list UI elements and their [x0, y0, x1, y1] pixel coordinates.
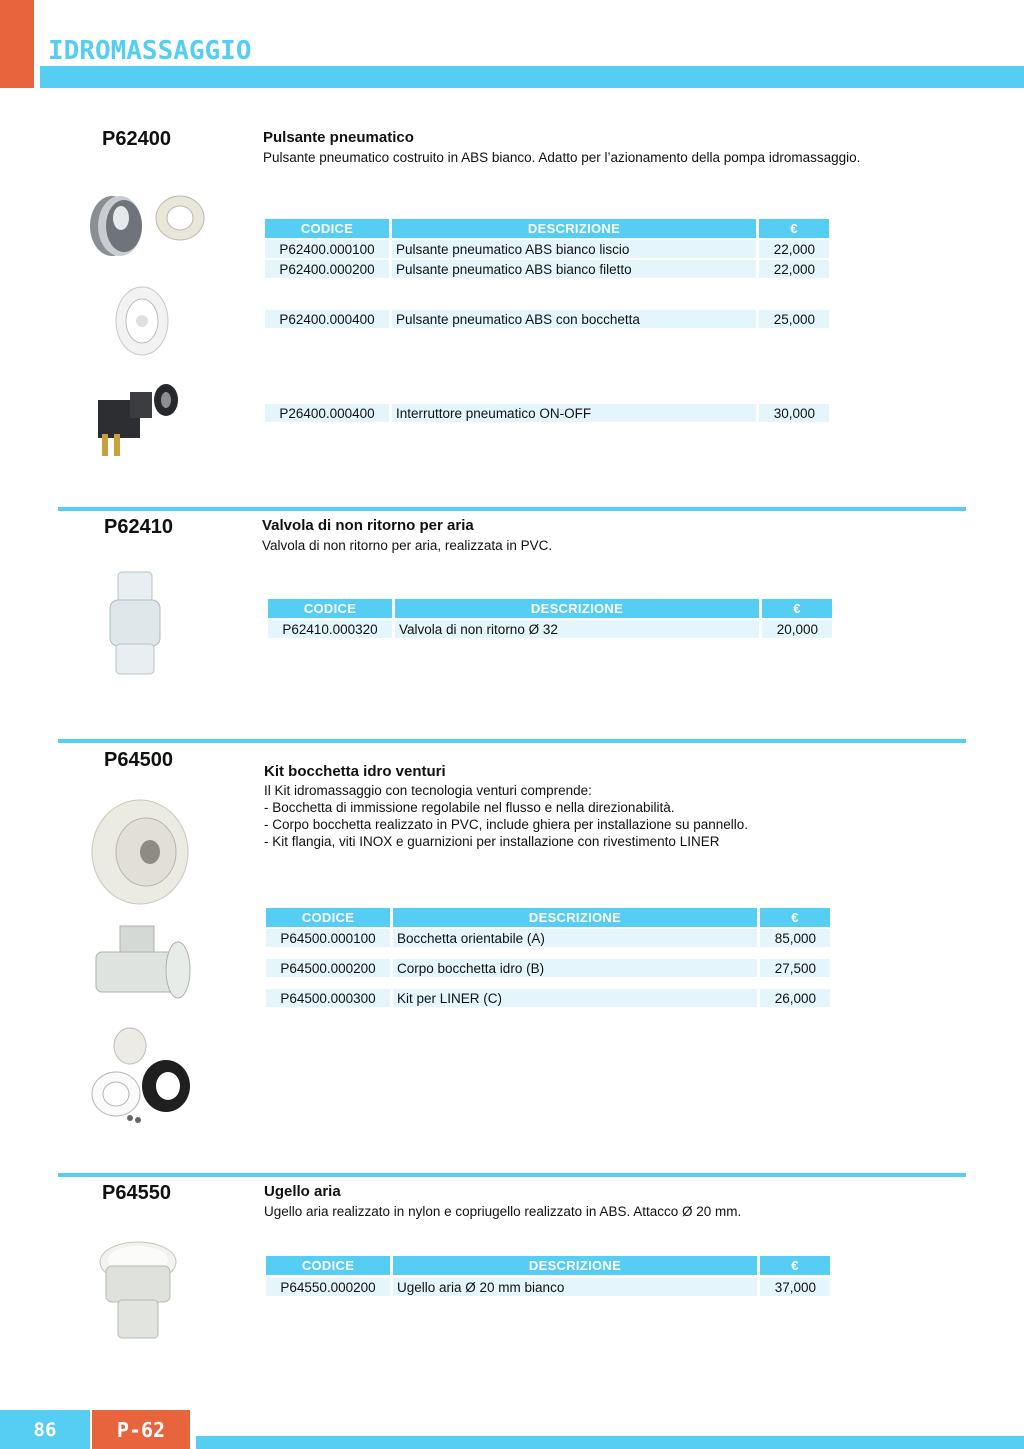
table-row — [265, 240, 829, 258]
row-price: 22,000 — [759, 260, 829, 278]
product-description — [263, 149, 860, 166]
check-valve-image — [104, 570, 166, 678]
row-code: P62400.000200 — [265, 260, 389, 278]
row-description: Corpo bocchetta idro (B) — [393, 959, 757, 977]
table-header — [265, 219, 829, 238]
description-line: Ugello aria realizzato in nylon e copriugello realizzato in ABS. Attacco Ø 20 mm. — [264, 1204, 742, 1219]
table-header — [266, 1256, 830, 1275]
row-description: Pulsante pneumatico ABS con bocchetta — [392, 310, 756, 328]
column-header-code: CODICE — [265, 219, 389, 238]
header-accent — [0, 0, 34, 88]
table-row — [268, 620, 832, 638]
row-code: P26400.000400 — [265, 404, 389, 422]
row-description: Bocchetta orientabile (A) — [393, 929, 757, 947]
section-divider — [58, 507, 966, 511]
row-code: P64500.000100 — [266, 929, 390, 947]
description-line: Valvola di non ritorno per aria, realizzata in PVC. — [262, 538, 553, 553]
nozzle-body-image — [90, 922, 194, 1002]
adjustable-nozzle-image — [88, 796, 194, 908]
air-nozzle-image — [96, 1240, 180, 1344]
column-header-price: € — [762, 599, 832, 618]
row-price: 27,500 — [760, 959, 830, 977]
page-number: 86 — [0, 1410, 90, 1449]
description-line: - Kit flangia, viti INOX e guarnizioni per installazione con rivestimento LINER — [264, 834, 720, 849]
column-header-code: CODICE — [268, 599, 392, 618]
table-header — [266, 908, 830, 927]
product-code: P64500 — [104, 749, 173, 771]
product-code: P62400 — [102, 128, 171, 150]
product-title: Ugello aria — [264, 1183, 341, 1200]
page-code: P-62 — [92, 1410, 190, 1449]
row-price: 30,000 — [759, 404, 829, 422]
pneumatic-switch-image — [92, 378, 184, 468]
row-code: P64500.000200 — [266, 959, 390, 977]
product-description — [262, 537, 552, 554]
row-code: P62400.000100 — [265, 240, 389, 258]
column-header-price: € — [760, 1256, 830, 1275]
row-price: 37,000 — [760, 1278, 830, 1296]
column-header-description: DESCRIZIONE — [393, 1256, 757, 1275]
description-line: - Bocchetta di immissione regolabile nel flusso e nella direzionabilità. — [264, 800, 675, 815]
product-code: P64550 — [102, 1182, 171, 1204]
description-line: Pulsante pneumatico costruito in ABS bianco. Adatto per l’azionamento della pompa idromassaggio. — [263, 150, 861, 165]
button-with-nozzle-image — [112, 285, 172, 357]
row-description: Valvola di non ritorno Ø 32 — [395, 620, 759, 638]
column-header-price: € — [760, 908, 830, 927]
liner-kit-image — [88, 1024, 198, 1124]
column-header-code: CODICE — [266, 908, 390, 927]
header-bar — [40, 66, 1024, 88]
pneumatic-button-image — [72, 188, 212, 263]
row-price: 22,000 — [759, 240, 829, 258]
row-price: 85,000 — [760, 929, 830, 947]
section-divider — [58, 1173, 966, 1177]
row-description: Kit per LINER (C) — [393, 989, 757, 1007]
row-description: Ugello aria Ø 20 mm bianco — [393, 1278, 757, 1296]
row-description: Interruttore pneumatico ON-OFF — [392, 404, 756, 422]
column-header-price: € — [759, 219, 829, 238]
table-row — [266, 959, 830, 977]
table-row — [265, 310, 829, 328]
table-row — [265, 260, 829, 278]
column-header-description: DESCRIZIONE — [395, 599, 759, 618]
table-row — [265, 404, 829, 422]
row-price: 25,000 — [759, 310, 829, 328]
table-header — [268, 599, 832, 618]
row-price: 20,000 — [762, 620, 832, 638]
column-header-code: CODICE — [266, 1256, 390, 1275]
table-row — [266, 1278, 830, 1296]
description-line: Il Kit idromassaggio con tecnologia venturi comprende: — [264, 783, 592, 798]
row-code: P64550.000200 — [266, 1278, 390, 1296]
page-title: IDROMASSAGGIO — [48, 36, 252, 66]
row-description: Pulsante pneumatico ABS bianco filetto — [392, 260, 756, 278]
product-title: Valvola di non ritorno per aria — [262, 517, 474, 534]
row-code: P62410.000320 — [268, 620, 392, 638]
row-price: 26,000 — [760, 989, 830, 1007]
column-header-description: DESCRIZIONE — [392, 219, 756, 238]
row-code: P62400.000400 — [265, 310, 389, 328]
product-title: Pulsante pneumatico — [263, 129, 414, 146]
table-row — [266, 929, 830, 947]
footer-bar — [196, 1436, 1024, 1449]
product-title: Kit bocchetta idro venturi — [264, 763, 446, 780]
description-line: - Corpo bocchetta realizzato in PVC, include ghiera per installazione su pannello. — [264, 817, 749, 832]
column-header-description: DESCRIZIONE — [393, 908, 757, 927]
row-description: Pulsante pneumatico ABS bianco liscio — [392, 240, 756, 258]
product-description — [264, 782, 748, 850]
table-row — [266, 989, 830, 1007]
product-code: P62410 — [104, 516, 173, 538]
row-code: P64500.000300 — [266, 989, 390, 1007]
section-divider — [58, 739, 966, 743]
product-description — [264, 1203, 741, 1220]
